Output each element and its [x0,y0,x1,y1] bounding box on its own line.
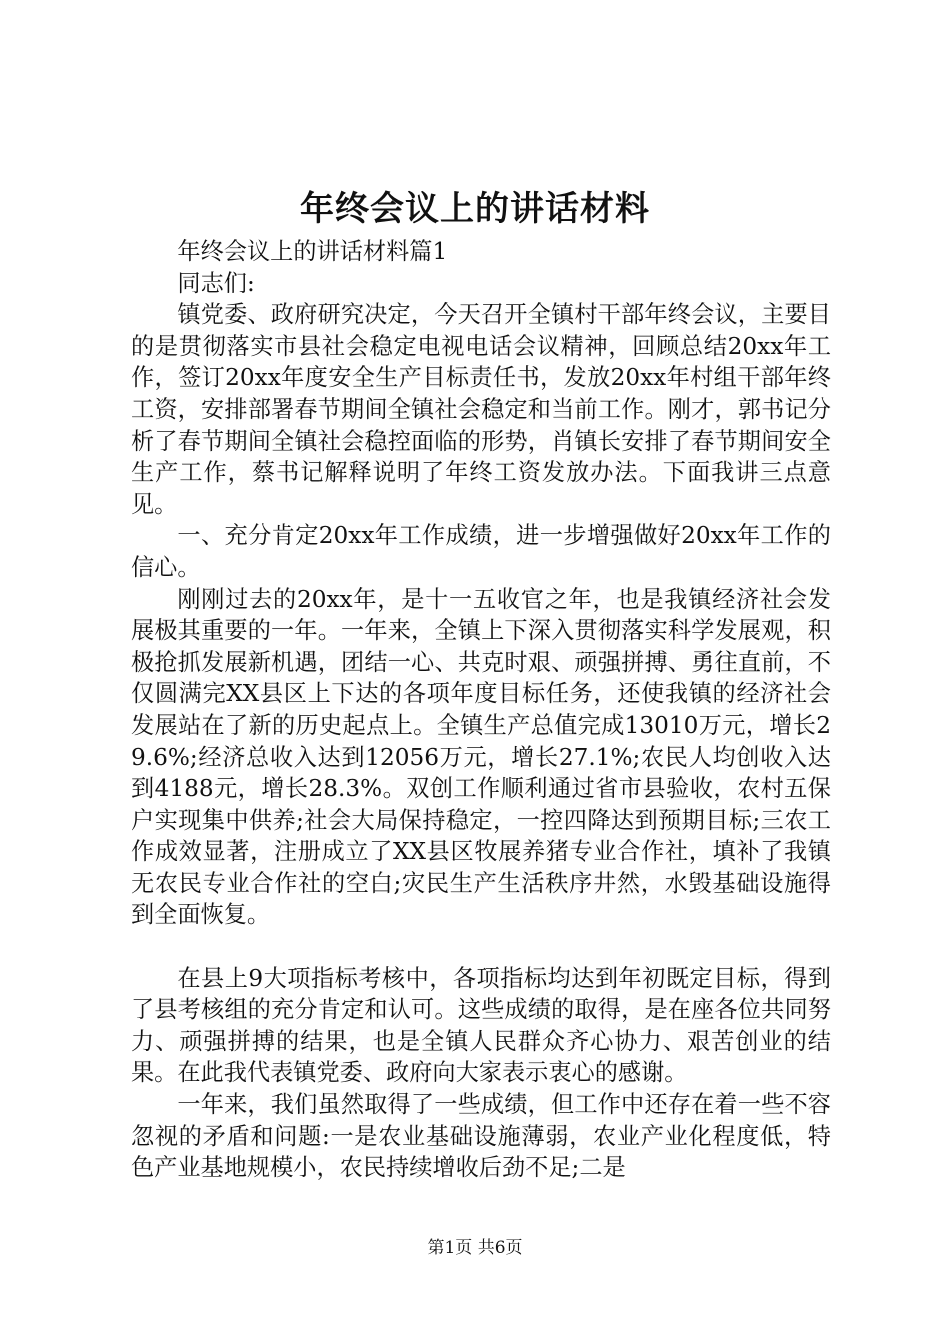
paragraph: 一年来，我们虽然取得了一些成绩，但工作中还存在着一些不容忽视的矛盾和问题:一是农业基础设施薄弱，农业产业化程度低，特色产业基地规模小，农民持续增收后劲不足;二是 [131,1091,831,1182]
document-body [131,236,831,1184]
section-heading: 年终会议上的讲话材料篇1 [177,238,448,265]
blank-line [131,931,831,963]
page-number-footer: 第1页 共6页 [427,1238,523,1258]
salutation: 同志们: [177,269,255,297]
paragraph: 在县上9大项指标考核中，各项指标均达到年初既定目标，得到了县考核组的充分肯定和认可。这些成绩的取得，是在座各位共同努力、顽强拼搏的结果，也是全镇人民群众齐心协力、艰苦创业的结果。在此我代表镇党委、政府向大家表示衷心的感谢。 [131,964,831,1087]
paragraph: 镇党委、政府研究决定，今天召开全镇村干部年终会议，主要目的是贯彻落实市县社会稳定电视电话会议精神，回顾总结20xx年工作，签订20xx年度安全生产目标责任书，发放20xx年村组干部年终工资，安排部署春节期间全镇社会稳定和当前工作。刚才，郭书记分析了春节期间全镇社会稳控面临的形势，肖镇长安排了春节期间安全生产工作，蔡书记解释说明了年终工资发放办法。下面我讲三点意见。 [131,301,831,518]
paragraph: 刚刚过去的20xx年，是十一五收官之年，也是我镇经济社会发展极其重要的一年。一年来，全镇上下深入贯彻落实科学发展观，积极抢抓发展新机遇，团结一心、共克时艰、顽强拼搏、勇往直前，不仅圆满完XX县区上下达的各项年度目标任务，还使我镇的经济社会发展站在了新的历史起点上。全镇生产总值完成13010万元，增长29.6%;经济总收入达到12056万元，增长27.1%;农民人均创收入达到4188元，增长28.3%。双创工作顺利通过省市县验收，农村五保户实现集中供养;社会大局保持稳定，一控四降达到预期目标;三农工作成效显著，注册成立了XX县区牧展养猪专业合作社，填补了我镇无农民专业合作社的空白;灾民生产生活秩序井然，水毁基础设施得到全面恢复。 [131,585,831,929]
paragraph: 一、充分肯定20xx年工作成绩，进一步增强做好20xx年工作的信心。 [131,522,831,581]
document-title: 年终会议上的讲话材料 [300,189,650,229]
